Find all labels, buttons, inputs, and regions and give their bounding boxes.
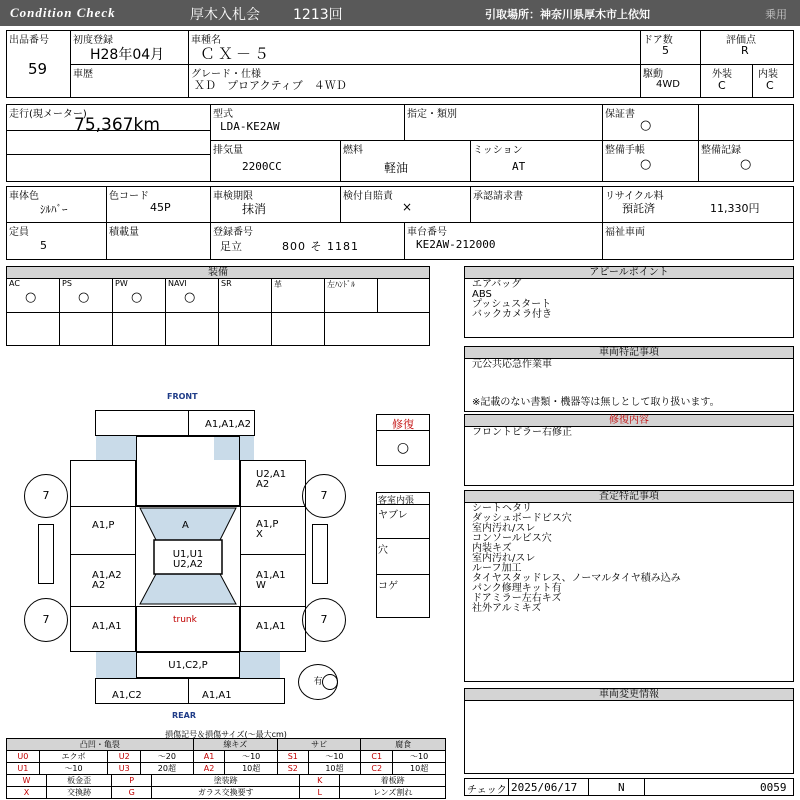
check-mark: N: [618, 781, 625, 794]
insurance-value: ×: [402, 200, 413, 214]
inspection-cell: 車検期限 抹消: [213, 191, 267, 216]
mark-door-rr: A1,A1 W: [256, 570, 286, 591]
header-auction: 厚木入札会: [190, 7, 260, 23]
cabin-hole: 穴: [378, 545, 388, 556]
right-rail: [312, 524, 328, 584]
tire-front-right: 7: [302, 474, 346, 518]
welfare-cell: 福祉車両: [605, 227, 645, 238]
katashiki-value: LDA-KE2AW: [220, 120, 280, 133]
warranty-value: ○: [640, 118, 652, 133]
mark-quarter-right: A1,A1: [256, 621, 286, 632]
plate-cell: 登録番号 足立 800 そ 1181: [213, 227, 359, 253]
special-note: ※記載のない書類・機器等は無しとして取り扱います。: [472, 397, 720, 408]
mark-hood: A1,A1,A2: [205, 419, 251, 430]
diagram-front: FRONT: [167, 392, 198, 401]
spare-tire: 有: [298, 664, 338, 700]
recycle-status: 預託済: [622, 202, 655, 215]
fuel-cell: 燃料 軽油: [343, 145, 409, 175]
spare-tire-hub-icon: [322, 674, 338, 690]
plate-area: 足立: [220, 240, 242, 253]
mark-door-rl: A1,A2 A2: [92, 570, 122, 591]
change-box: [464, 700, 794, 774]
exterior-value: C: [718, 79, 726, 92]
mark-trunk: U1,C2,P: [168, 660, 208, 671]
history-cell: 車歴: [73, 69, 93, 80]
shitei-cell: 指定・類別: [407, 109, 457, 120]
color-cell: 車体色 ｼﾙﾊﾞｰ: [9, 191, 68, 216]
header-round: 1213回: [293, 7, 343, 23]
appeal-text: エアバッグ ABS プッシュスタート バックカメラ付き: [472, 279, 552, 320]
model-name-value: ＣＸ－５: [200, 45, 273, 63]
chassis-cell: 車台番号 KE2AW-212000: [407, 227, 496, 251]
mark-door-fr: A1,P X: [256, 519, 279, 540]
insurance-cell: 検付自賠責 ×: [343, 191, 413, 214]
capacity-value: 5: [40, 239, 47, 252]
mark-windshield: A: [182, 520, 189, 531]
equip-lhd: 左ﾊﾝﾄﾞﾙ: [327, 280, 355, 289]
equip-sr: SR: [221, 279, 232, 288]
approval-cell: 承認請求書: [473, 191, 523, 202]
mileage-cell: 走行(現メーター) 75,367km: [9, 109, 160, 135]
legend-title: 損傷記号＆損傷サイズ(～最大cm): [165, 730, 287, 739]
cabin-tear: ヤブレ: [378, 510, 408, 521]
diagram-rear: REAR: [172, 711, 196, 720]
interior-cell: 内装 C: [758, 69, 778, 92]
equip-leather: 革: [274, 280, 282, 289]
recycle-cell: リサイクル料 預託済 11,330円: [605, 191, 760, 215]
plate-number: 800 そ 1181: [282, 240, 359, 253]
appeal-header: アピールポイント: [464, 266, 794, 279]
mark-fender-right: U2,A1 A2: [256, 469, 287, 490]
grade-value: ＸＤ プロアクティブ ４ＷＤ: [194, 79, 347, 92]
displacement-value: 2200CC: [242, 160, 282, 173]
tire-rear-right: 7: [302, 598, 346, 642]
exterior-cell: 外装 C: [712, 69, 732, 92]
trunk-label: trunk: [173, 615, 197, 625]
rating-cell: 評価点 R: [726, 35, 756, 57]
header-type: 乗用: [765, 8, 787, 21]
special-text: 元公共応急作業車: [472, 359, 552, 370]
assessment-text: シートヘタリ ダッシュボードビス穴 室内汚れ/スレ コンソールビス穴 内装キズ 室内汚れ/スレ ルーフ加工 タイヤスタッドレス、ノーマルタイヤ積み込み パンク修理キット有 ドアミラー左右キズ 社外アルミキズ: [472, 503, 681, 614]
capacity-cell: 定員 5: [9, 227, 47, 252]
cabin-burn: コゲ: [378, 581, 398, 592]
header-bar: [0, 0, 800, 26]
lot-cell: 出品番号 59: [9, 35, 49, 78]
repair-content-text: フロントピラー右修正: [472, 427, 572, 438]
check-label: チェック: [467, 785, 507, 796]
color-code-value: 45P: [150, 201, 171, 214]
color-value: ｼﾙﾊﾞｰ: [40, 203, 68, 216]
header-logo: Condition Check: [10, 5, 116, 20]
assessment-header: 査定特記事項: [464, 490, 794, 503]
legend-table: 凸凹・亀裂 線キズ サビ 腐食 U0 エクボ U2 ～20 A1 ～10 S1 ～10 C1 ～10 U1 ～10 U3 20超 A2 10超 S2 10超 C2 10超: [6, 738, 446, 775]
fuel-value: 軽油: [384, 161, 409, 175]
load-cell: 積載量: [109, 227, 139, 238]
panel-trunk: [136, 606, 240, 652]
recycle-amount: 11,330円: [710, 202, 760, 215]
cabin-title: 客室内張: [378, 496, 415, 506]
interior-value: C: [766, 79, 774, 92]
rating-value: R: [741, 44, 749, 57]
displacement-cell: 排気量 2200CC: [213, 145, 282, 173]
grade-cell: グレード・仕様 ＸＤ プロアクティブ ４ＷＤ: [191, 69, 347, 92]
katashiki-cell: 型式 LDA-KE2AW: [213, 109, 280, 133]
mission-value: AT: [512, 160, 526, 173]
equip-pw: PW ○: [115, 279, 143, 305]
mission-cell: ミッション AT: [473, 145, 526, 173]
door-cell: ドア数 5: [643, 35, 673, 57]
first-reg-cell: 初度登録 H28年04月: [73, 35, 165, 63]
panel-hood: [136, 436, 240, 506]
tire-rear-left: 7: [24, 598, 68, 642]
inspection-value: 抹消: [242, 202, 267, 216]
lot-number: 59: [28, 60, 48, 78]
manual-value: ○: [640, 157, 652, 172]
header-pickup: 引取場所：神奈川県厚木市上依知: [485, 8, 650, 21]
drive-value: 4WD: [656, 79, 680, 90]
record-value: ○: [740, 157, 752, 172]
special-header: 車両特記事項: [464, 346, 794, 359]
warranty-cell: 保証書 ○: [605, 109, 652, 133]
first-reg-value: H28年04月: [90, 47, 165, 63]
manual-cell: 整備手帳 ○: [605, 145, 652, 172]
record-cell: 整備記録 ○: [701, 145, 752, 172]
equip-ac: AC ○: [9, 279, 37, 305]
color-code-cell: 色コード 45P: [109, 191, 171, 214]
repair-value: ○: [396, 440, 410, 456]
drive-cell: 駆動 4WD: [643, 69, 680, 90]
repair-content-header: 修復内容: [464, 414, 794, 427]
left-rail: [38, 524, 54, 584]
check-date: 2025/06/17: [511, 781, 578, 794]
equip-navi: NAVI ○: [168, 279, 196, 305]
check-code: 0059: [760, 781, 787, 794]
door-value: 5: [662, 44, 669, 57]
repair-title: 修復: [392, 418, 414, 431]
mark-bumper-rl: A1,C2: [112, 690, 142, 701]
mark-quarter-left: A1,A1: [92, 621, 122, 632]
chassis-value: KE2AW-212000: [416, 238, 496, 251]
change-header: 車両変更情報: [464, 688, 794, 701]
legend-table-2: W 板金歪 P 塗装跡 K 着板跡 X 交換跡 G ガラス交換要す L レンズ割れ: [6, 774, 446, 799]
mark-roof: U1,U1 U2,A2: [172, 549, 204, 570]
equipment-header: 装備: [6, 266, 430, 279]
mileage-value: 75,367km: [74, 115, 160, 135]
mark-bumper-rr: A1,A1: [202, 690, 232, 701]
model-name-cell: 車種名 ＣＸ－５: [191, 35, 273, 63]
tire-front-left: 7: [24, 474, 68, 518]
equip-ps: PS ○: [62, 279, 90, 305]
mark-door-fl: A1,P: [92, 520, 115, 531]
